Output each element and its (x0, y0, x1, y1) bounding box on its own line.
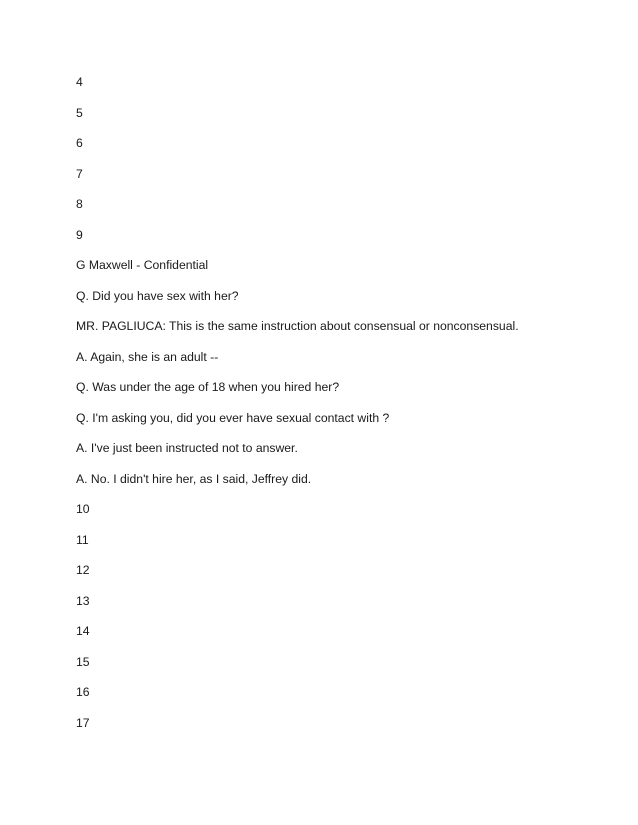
line-number: 17 (76, 715, 90, 730)
line-number: 5 (76, 105, 83, 120)
line-number: 11 (76, 532, 89, 547)
transcript-answer: A. I've just been instructed not to answer. (76, 441, 298, 455)
line-number: 8 (76, 197, 83, 211)
line-number: 12 (76, 563, 90, 577)
line-number: 6 (76, 136, 83, 150)
line-number: 7 (76, 166, 83, 181)
line-number: 15 (76, 654, 90, 669)
transcript-answer: A. No. I didn't hire her, as I said, Jeffrey did. (76, 471, 312, 486)
line-number: 10 (76, 502, 90, 516)
line-number: 4 (76, 75, 83, 89)
transcript-question: Q. I'm asking you, did you ever have sexual contact with ? (76, 410, 390, 425)
transcript-question: Q. Did you have sex with her? (76, 288, 239, 303)
transcript-page (76, 72, 616, 743)
line-number: 13 (76, 593, 90, 608)
transcript-statement: MR. PAGLIUCA: This is the same instruction about consensual or nonconsensual. (76, 319, 519, 333)
document-header: G Maxwell - Confidential (76, 258, 209, 272)
transcript-answer: A. Again, she is an adult -- (76, 349, 219, 364)
line-number: 16 (76, 685, 90, 699)
line-number: 14 (76, 624, 90, 638)
line-number: 9 (76, 227, 83, 242)
transcript-question: Q. Was under the age of 18 when you hired her? (76, 380, 340, 394)
